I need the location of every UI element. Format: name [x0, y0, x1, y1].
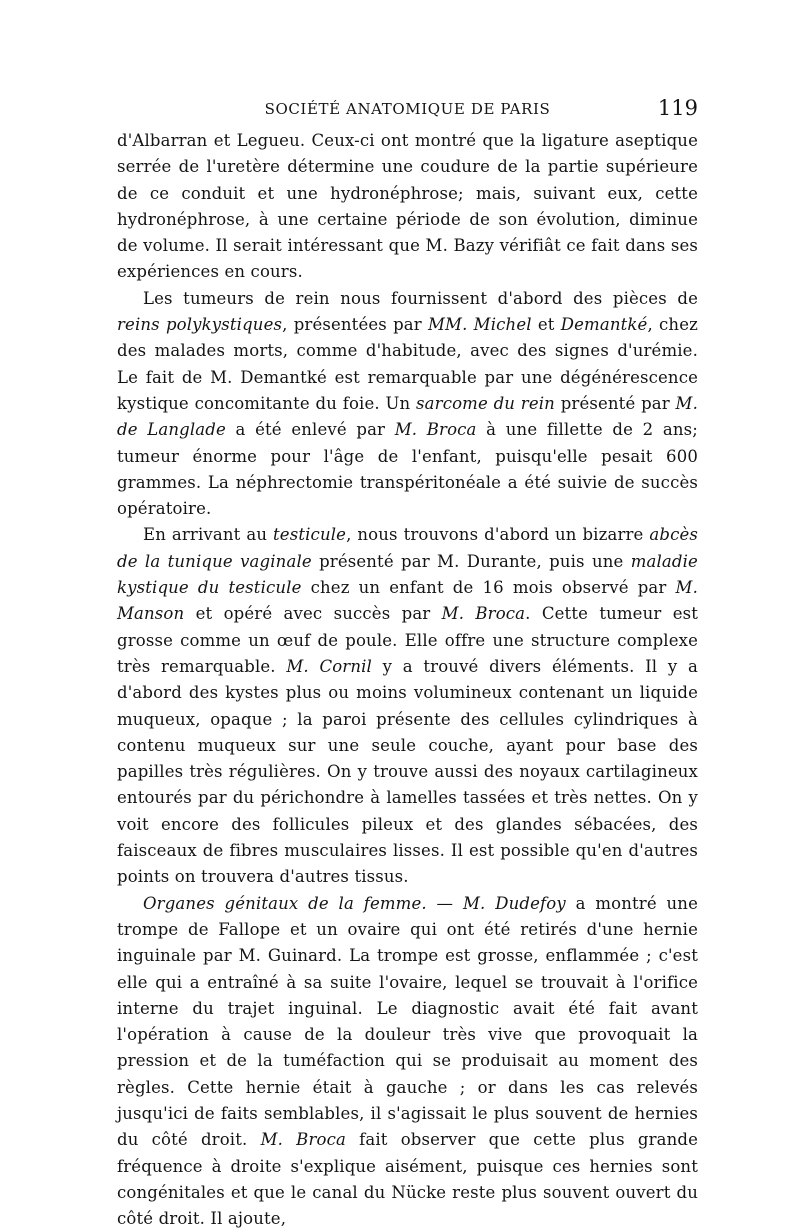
italic-text-run: reins polykystiques — [117, 315, 283, 335]
text-run: , chez des malades morts, comme d'habitude, avec des signes d'urémie. Le fait de M. Demantké est remarquable par une dégénérescence kystique concomitante du foie. Un — [117, 315, 698, 413]
text-run: à une fillette de 2 ans; tumeur énorme pour l'âge de l'enfant, puisqu'elle pesait 600 grammes. La néphrectomie transpéritonéale a été suivie de succès opératoire. — [117, 420, 699, 519]
italic-text-run: Organes génitaux de la femme. — [143, 893, 427, 913]
text-run: fait observer que cette plus grande fréquence à droite s'explique aisément, puisque ces hernies sont congénitales et que le canal du Nücke reste plus souvent ouvert du côté droit. Il ajoute, — [117, 1130, 698, 1229]
paragraph — [117, 522, 698, 890]
text-run: chez un enfant de 16 mois observé par — [301, 578, 676, 598]
paragraph — [117, 286, 698, 523]
text-run: . Cette tumeur est grosse comme un œuf de poule. Elle offre une structure complexe très remarquable. — [117, 604, 699, 676]
text-run: y a trouvé divers éléments. Il y a d'abord des kystes plus ou moins volumineux contenant un liquide muqueux, opaque ; la paroi présente des cellules cylindriques à contenu muqueux sur une seule couche, ayant pour base des papilles très régulières. On y trouve aussi des noyaux cartilagineux entourés par du périchondre à lamelles tassées et très nettes. On y voit encore des follicules pileux et des glandes sébacées, des faisceaux de fibres musculaires lisses. Il est possible qu'en d'autres points on trouvera d'autres tissus. — [117, 656, 698, 887]
italic-text-run: abcès de la tunique vaginale — [117, 525, 698, 571]
text-run: a montré une trompe de Fallope et un ovaire qui ont été retirés d'une hernie inguinale par M. Guinard. La trompe est grosse, enflammée ; c'est elle qui a entraîné à sa suite l'ovaire, lequel se trouvait à l'orifice interne du trajet inguinal. Le diagnostic avait été fait avant l'opération à cause de la douleur très vive que provoquait la pression et de la tuméfaction qui se produisait au moment des règles. Cette hernie était à gauche ; or dans les cas relevés jusqu'ici de faits semblables, il s'agissait le plus souvent de hernies du côté droit. — [117, 893, 698, 1150]
italic-text-run: sarcome du rein — [416, 393, 555, 413]
text-run: , présentées par — [282, 315, 429, 335]
paragraph — [117, 128, 698, 286]
text-run: — — [426, 893, 463, 913]
text-run: et opéré avec succès par — [184, 604, 442, 624]
italic-text-run: M. Manson — [117, 578, 698, 624]
text-run: présenté par M. Durante, puis une — [311, 551, 631, 571]
paragraph — [117, 891, 698, 1232]
text-run: et — [531, 315, 561, 335]
italic-text-run: M. Dudefoy — [463, 893, 566, 913]
text-run: présenté par — [554, 393, 676, 413]
italic-text-run: M. Broca — [394, 420, 477, 440]
book-page — [117, 96, 698, 1232]
page-number: 119 — [657, 96, 698, 120]
text-run: d'Albarran et Legueu. Ceux-ci ont montré que la ligature aseptique serrée de l'uretère détermine une coudure de la partie supérieure de ce conduit et une hydronéphrose; mais, suivant eux, cette hydronéphrose, à une certaine période de son évolution, diminue de volume. Il serait intéressant que M. Bazy vérifiât ce fait dans ses expériences en cours. — [117, 131, 698, 282]
italic-text-run: M. Cornil — [286, 656, 372, 676]
italic-text-run: M. de Langlade — [117, 393, 698, 440]
text-run: , nous trouvons d'abord un bizarre — [346, 525, 650, 545]
italic-text-run: maladie kystique du testicule — [117, 551, 698, 598]
text-run: En arrivant au — [143, 525, 274, 545]
italic-text-run: MM. Michel — [428, 315, 532, 335]
italic-text-run: testicule — [273, 525, 347, 545]
italic-text-run: Demantké — [560, 315, 648, 335]
body-text — [117, 128, 698, 1232]
text-run: Les tumeurs de rein nous fournissent d'abord des pièces de — [143, 288, 698, 308]
italic-text-run: M. Broca — [441, 604, 526, 624]
italic-text-run: M. Broca — [260, 1130, 346, 1150]
page-header — [117, 96, 698, 128]
running-title: SOCIÉTÉ ANATOMIQUE DE PARIS — [264, 100, 551, 118]
text-run: a été enlevé par — [225, 420, 395, 440]
